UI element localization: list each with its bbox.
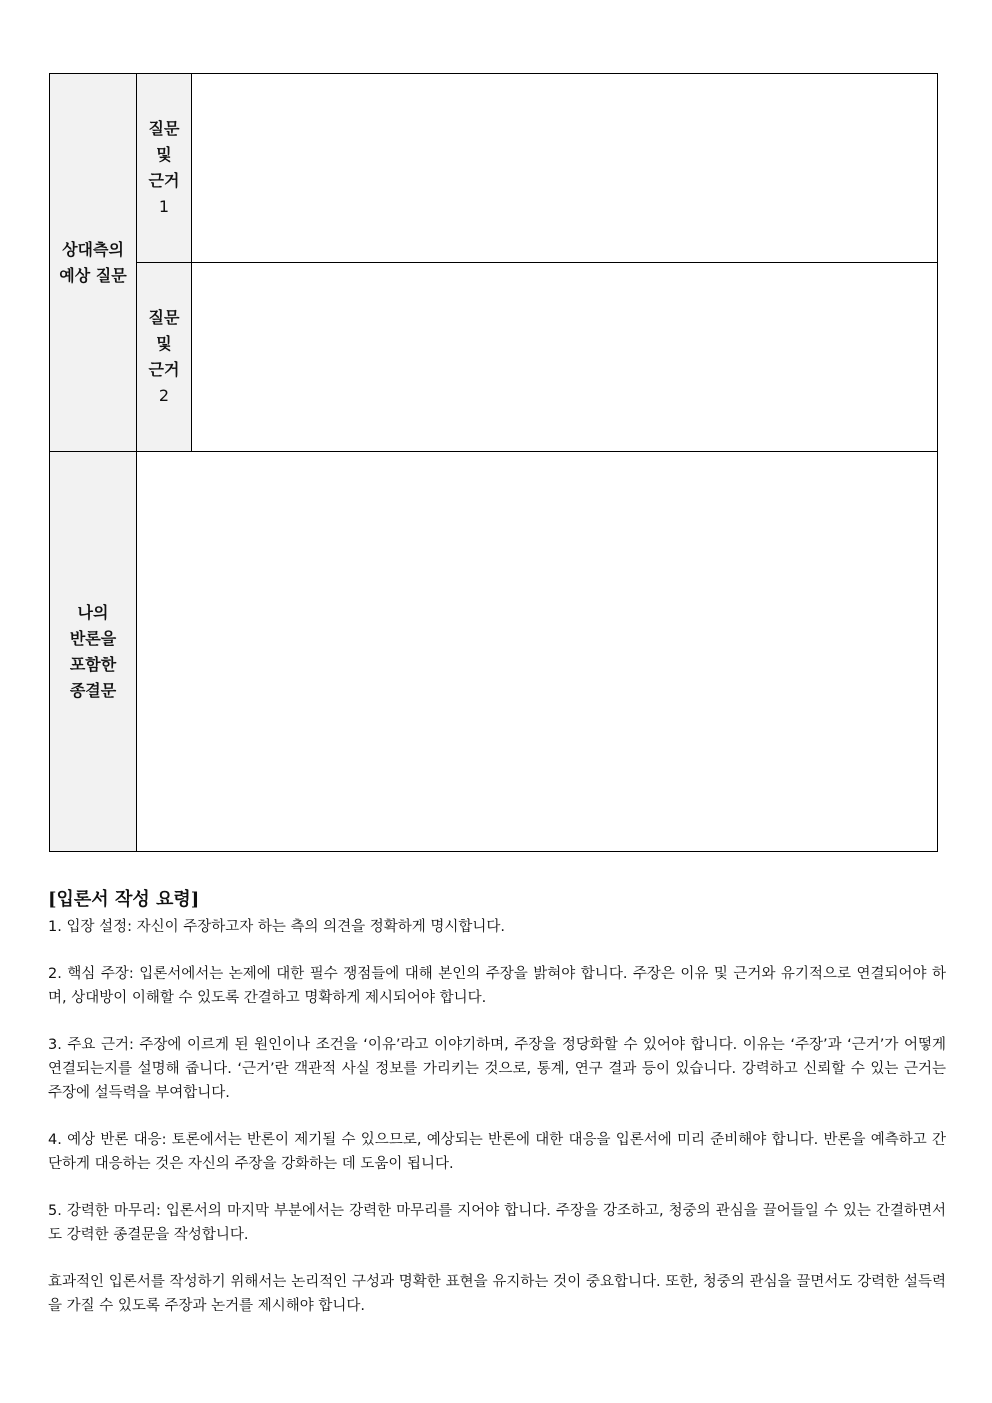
debate-form-table xyxy=(49,73,938,852)
guide-title: [입론서 작성 요령] xyxy=(48,889,200,910)
question-1-line1: 질문 xyxy=(148,119,180,138)
closing-statement-label-cell xyxy=(50,452,137,852)
guide-item-rebuttal-response: 4. 예상 반론 대응: 토론에서는 반론이 제기될 수 있으므로, 예상되는 반론에 대한 대응을 입론서에 미리 준비해야 합니다. 반론을 예측하고 간단하게 대응하는 것은 자신의 주장을 강화하는 데 도움이 됩니다. xyxy=(48,1132,946,1172)
opponent-questions-label-cell xyxy=(50,74,137,452)
question-1-number: 1 xyxy=(158,197,170,216)
guide-item-main-evidence: 3. 주요 근거: 주장에 이르게 된 원인이나 조건을 ‘이유’라고 이야기하며, 주장을 정당화할 수 있어야 합니다. 이유는 ‘주장’과 ‘근거’가 어떻게 연결되는지를 설명해 줍니다. ‘근거’란 객관적 사실 정보를 가리키는 것으로, 통계, 연구 결과 등이 있습니다. 강력하고 신뢰할 수 있는 근거는 주장에 설득력을 부여합니다. xyxy=(48,1037,946,1101)
question-2-number: 2 xyxy=(158,386,170,405)
question-2-label-cell xyxy=(137,263,192,452)
question-2-line3: 근거 xyxy=(148,360,180,379)
guide-item-strong-closing: 5. 강력한 마무리: 입론서의 마지막 부분에서는 강력한 마무리를 지어야 합니다. 주장을 강조하고, 청중의 관심을 끌어들일 수 있는 간결하면서도 강력한 종결문을 작성합니다. xyxy=(48,1203,946,1243)
question-1-answer-area[interactable] xyxy=(192,74,938,263)
question-1-line2: 및 xyxy=(156,145,172,164)
question-2-line2: 및 xyxy=(156,334,172,353)
guide-item-summary: 효과적인 입론서를 작성하기 위해서는 논리적인 구성과 명확한 표현을 유지하는 것이 중요합니다. 또한, 청중의 관심을 끌면서도 강력한 설득력을 가질 수 있도록 주장과 논거를 제시해야 합니다. xyxy=(48,1274,946,1314)
question-1-label-cell xyxy=(137,74,192,263)
opponent-questions-label: 상대측의 예상 질문 xyxy=(59,239,127,285)
closing-statement-label: 나의 반론을 포함한 종결문 xyxy=(69,602,117,700)
guide-item-stance: 1. 입장 설정: 자신이 주장하고자 하는 측의 의견을 정확하게 명시합니다. xyxy=(48,919,506,935)
guide-item-core-claim: 2. 핵심 주장: 입론서에서는 논제에 대한 필수 쟁점들에 대해 본인의 주장을 밝혀야 합니다. 주장은 이유 및 근거와 유기적으로 연결되어야 하며, 상대방이 이해할 수 있도록 간결하고 명확하게 제시되어야 합니다. xyxy=(48,966,946,1006)
writing-guide xyxy=(48,887,946,1341)
question-1-line3: 근거 xyxy=(148,171,180,190)
question-2-answer-area[interactable] xyxy=(192,263,938,452)
question-2-line1: 질문 xyxy=(148,308,180,327)
closing-statement-answer-area[interactable] xyxy=(137,452,938,852)
